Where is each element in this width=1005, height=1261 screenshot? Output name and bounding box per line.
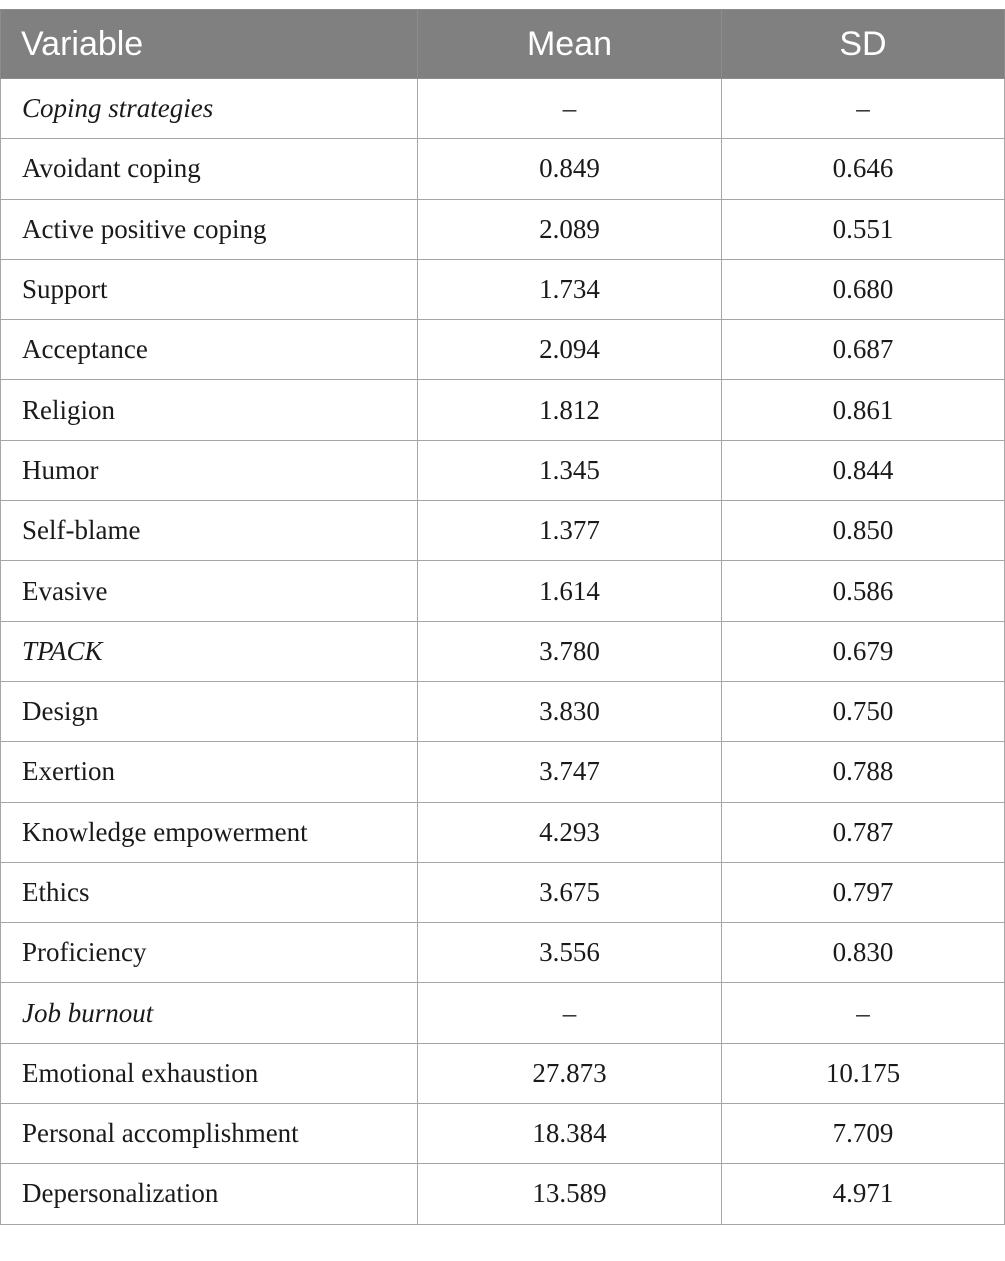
- variable-cell: Evasive: [1, 561, 418, 621]
- header-mean: Mean: [418, 10, 722, 79]
- sd-cell: 0.586: [722, 561, 1005, 621]
- mean-cell: 2.089: [418, 199, 722, 259]
- variable-cell: Emotional exhaustion: [1, 1043, 418, 1103]
- sd-cell: 0.797: [722, 862, 1005, 922]
- sd-cell: –: [722, 983, 1005, 1043]
- sd-cell: 4.971: [722, 1164, 1005, 1224]
- header-row: [1, 10, 1005, 79]
- variable-cell: Ethics: [1, 862, 418, 922]
- descriptive-statistics-table: [0, 9, 1005, 1225]
- sd-cell: 10.175: [722, 1043, 1005, 1103]
- variable-cell: Acceptance: [1, 320, 418, 380]
- table-row: [1, 742, 1005, 802]
- mean-cell: 13.589: [418, 1164, 722, 1224]
- section-label: Job burnout: [1, 983, 418, 1043]
- table-row: [1, 681, 1005, 741]
- mean-cell: 18.384: [418, 1104, 722, 1164]
- sd-cell: 7.709: [722, 1104, 1005, 1164]
- sd-cell: 0.687: [722, 320, 1005, 380]
- variable-cell: Design: [1, 681, 418, 741]
- table-row: [1, 1043, 1005, 1103]
- sd-cell: 0.830: [722, 923, 1005, 983]
- table-row: [1, 440, 1005, 500]
- descriptive-statistics-table-wrapper: [0, 9, 1004, 1225]
- table-row: [1, 259, 1005, 319]
- sd-cell: 0.861: [722, 380, 1005, 440]
- mean-cell: –: [418, 79, 722, 139]
- table-row: [1, 1104, 1005, 1164]
- section-label: TPACK: [1, 621, 418, 681]
- section-row: [1, 79, 1005, 139]
- variable-cell: Knowledge empowerment: [1, 802, 418, 862]
- table-row: [1, 923, 1005, 983]
- variable-cell: Proficiency: [1, 923, 418, 983]
- variable-cell: Humor: [1, 440, 418, 500]
- sd-cell: 0.788: [722, 742, 1005, 802]
- mean-cell: 0.849: [418, 139, 722, 199]
- variable-cell: Personal accomplishment: [1, 1104, 418, 1164]
- sd-cell: 0.750: [722, 681, 1005, 741]
- sd-cell: 0.646: [722, 139, 1005, 199]
- table-row: [1, 380, 1005, 440]
- sd-cell: –: [722, 79, 1005, 139]
- sd-cell: 0.679: [722, 621, 1005, 681]
- mean-cell: 27.873: [418, 1043, 722, 1103]
- table-row: [1, 862, 1005, 922]
- mean-cell: 1.812: [418, 380, 722, 440]
- sd-cell: 0.844: [722, 440, 1005, 500]
- variable-cell: Active positive coping: [1, 199, 418, 259]
- table-body: [1, 79, 1005, 1225]
- variable-cell: Religion: [1, 380, 418, 440]
- sd-cell: 0.787: [722, 802, 1005, 862]
- table-row: [1, 199, 1005, 259]
- variable-cell: Exertion: [1, 742, 418, 802]
- mean-cell: 3.747: [418, 742, 722, 802]
- sd-cell: 0.680: [722, 259, 1005, 319]
- mean-cell: 3.556: [418, 923, 722, 983]
- header-variable: Variable: [1, 10, 418, 79]
- mean-cell: 3.780: [418, 621, 722, 681]
- variable-cell: Depersonalization: [1, 1164, 418, 1224]
- mean-cell: 2.094: [418, 320, 722, 380]
- variable-cell: Self-blame: [1, 501, 418, 561]
- mean-cell: 1.377: [418, 501, 722, 561]
- table-row: [1, 1164, 1005, 1224]
- sd-cell: 0.850: [722, 501, 1005, 561]
- sd-cell: 0.551: [722, 199, 1005, 259]
- section-label: Coping strategies: [1, 79, 418, 139]
- section-row: [1, 983, 1005, 1043]
- table-header: [1, 10, 1005, 79]
- mean-cell: 4.293: [418, 802, 722, 862]
- section-row: [1, 621, 1005, 681]
- header-sd: SD: [722, 10, 1005, 79]
- mean-cell: 1.614: [418, 561, 722, 621]
- variable-cell: Support: [1, 259, 418, 319]
- table-row: [1, 501, 1005, 561]
- table-row: [1, 139, 1005, 199]
- mean-cell: –: [418, 983, 722, 1043]
- table-row: [1, 320, 1005, 380]
- mean-cell: 1.345: [418, 440, 722, 500]
- variable-cell: Avoidant coping: [1, 139, 418, 199]
- mean-cell: 1.734: [418, 259, 722, 319]
- table-row: [1, 802, 1005, 862]
- table-row: [1, 561, 1005, 621]
- mean-cell: 3.830: [418, 681, 722, 741]
- mean-cell: 3.675: [418, 862, 722, 922]
